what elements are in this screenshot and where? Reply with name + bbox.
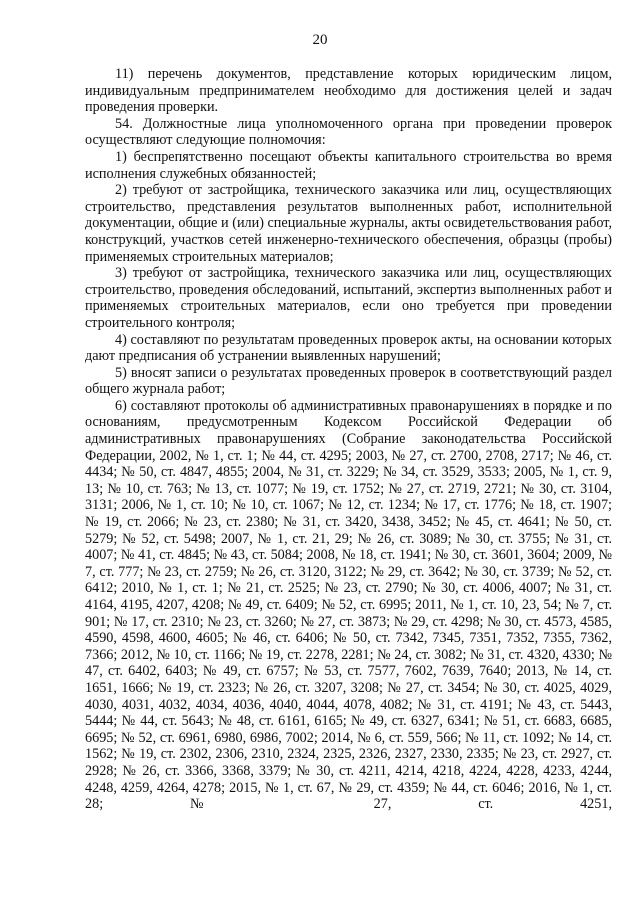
paragraph-item-6: 6) составляют протоколы об административных правонарушениях в порядке и по основаниям, предусмотренным Кодексом Российской Федерации об административных правонарушениях (Собрание законодательства Российской Федерации, 2002, № 1, ст. 1; № 44, ст. 4295; 2003, № 27, ст. 2700, 2708, 2717; № 46, ст. 4434; № 50, ст. 4847, 4855; 2004, № 31, ст. 3229; № 34, ст. 3529, 3533; 2005, № 1, ст. 9, 13; № 10, ст. 763; № 13, ст. 1077; № 19, ст. 1752; № 27, ст. 2719, 2721; № 30, ст. 3104, 3131; 2006, № 1, ст. 10; № 10, ст. 1067; № 12, ст. 1234; № 17, ст. 1776; № 18, ст. 1907; № 19, ст. 2066; № 23, ст. 2380; № 31, ст. 3420, 3438, 3452; № 45, ст. 4641; № 50, ст. 5279; № 52, ст. 5498; 2007, № 1, ст. 21, 29; № 26, ст. 3089; № 30, ст. 3755; № 31, ст. 4007; № 41, ст. 4845; № 43, ст. 5084; 2008, № 18, ст. 1941; № 30, ст. 3601, 3604; 2009, № 7, ст. 777; № 23, ст. 2759; № 26, ст. 3120, 3122; № 29, ст. 3642; № 30, ст. 3739; № 52, ст. 6412; 2010, № 1, ст. 1; № 21, ст. 2525; № 23, ст. 2790; № 30, ст. 4006, 4007; № 31, ст. 4164, 4195, 4207, 4208; № 49, ст. 6409; № 52, ст. 6995; 2011, № 1, ст. 10, 23, 54; № 7, ст. 901; № 17, ст. 2310; № 23, ст. 3260; № 27, ст. 3873; № 29, ст. 4298; № 30, ст. 4573, 4585, 4590, 4598, 4600, 4605; № 46, ст. 6406; № 50, ст. 7342, 7345, 7351, 7352, 7355, 7362, 7366; 2012, № 10, ст. 1166; № 19, ст. 2278, 2281; № 24, ст. 3082; № 31, ст. 4320, 4330; № 47, ст. 6402, 6403; № 49, ст. 6757; № 53, ст. 7577, 7602, 7639, 7640; 2013, № 14, ст. 1651, 1666; № 19, ст. 2323; № 26, ст. 3207, 3208; № 27, ст. 3454; № 30, ст. 4025, 4029, 4030, 4031, 4032, 4034, 4036, 4040, 4044, 4078, 4082; № 31, ст. 4191; № 43, ст. 5443, 5444; № 44, ст. 5643; № 48, ст. 6161, 6165; № 49, ст. 6327, 6341; № 51, ст. 6683, 6685, 6695; № 52, ст. 6961, 6980, 6986, 7002; 2014, № 6, ст. 559, 566; № 11, ст. 1092; № 14, ст. 1562; № 19, ст. 2302, 2306, 2310, 2324, 2325, 2326, 2327, 2330, 2335; № 23, ст. 2927, ст. 2928; № 26, ст. 3366, 3368, 3379; № 30, ст. 4211, 4214, 4218, 4224, 4228, 4233, 4244, 4248, 4259, 4264, 4278; 2015, № 1, ст. 67, № 29, ст. 4359; № 44, ст. 6046; 2016, № 1, ст. 28; № 27, ст. 4251, xyxy=(85,397,612,813)
paragraph-item-11: 11) перечень документов, представление которых юридическим лицом, индивидуальным предпринимателем необходимо для достижения целей и задач проведения проверки. xyxy=(85,66,612,116)
paragraph-clause-54: 54. Должностные лица уполномоченного органа при проведении проверок осуществляют следующие полномочия: xyxy=(85,115,612,149)
paragraph-item-1: 1) беспрепятственно посещают объекты капитального строительства во время исполнения служебных обязанностей; xyxy=(85,148,612,182)
page-number: 20 xyxy=(312,32,328,48)
document-body xyxy=(85,66,612,813)
paragraph-item-3: 3) требуют от застройщика, технического заказчика или лиц, осуществляющих строительство, проведения обследований, испытаний, экспертиз выполненных работ и применяемых строительных материалов, если оно требуется при проведении строительного контроля; xyxy=(85,265,612,331)
paragraph-item-5: 5) вносят записи о результатах проведенных проверок в соответствующий раздел общего журнала работ; xyxy=(85,364,612,398)
paragraph-item-4: 4) составляют по результатам проведенных проверок акты, на основании которых дают предписания об устранении выявленных нарушений; xyxy=(85,331,612,365)
paragraph-item-2: 2) требуют от застройщика, технического заказчика или лиц, осуществляющих строительство, представления результатов выполненных работ, исполнительной документации, общие и (или) специальные журналы, акты освидетельствования работ, конструкций, участков сетей инженерно-технического обеспечения, образцы (пробы) применяемых строительных материалов; xyxy=(85,182,612,265)
